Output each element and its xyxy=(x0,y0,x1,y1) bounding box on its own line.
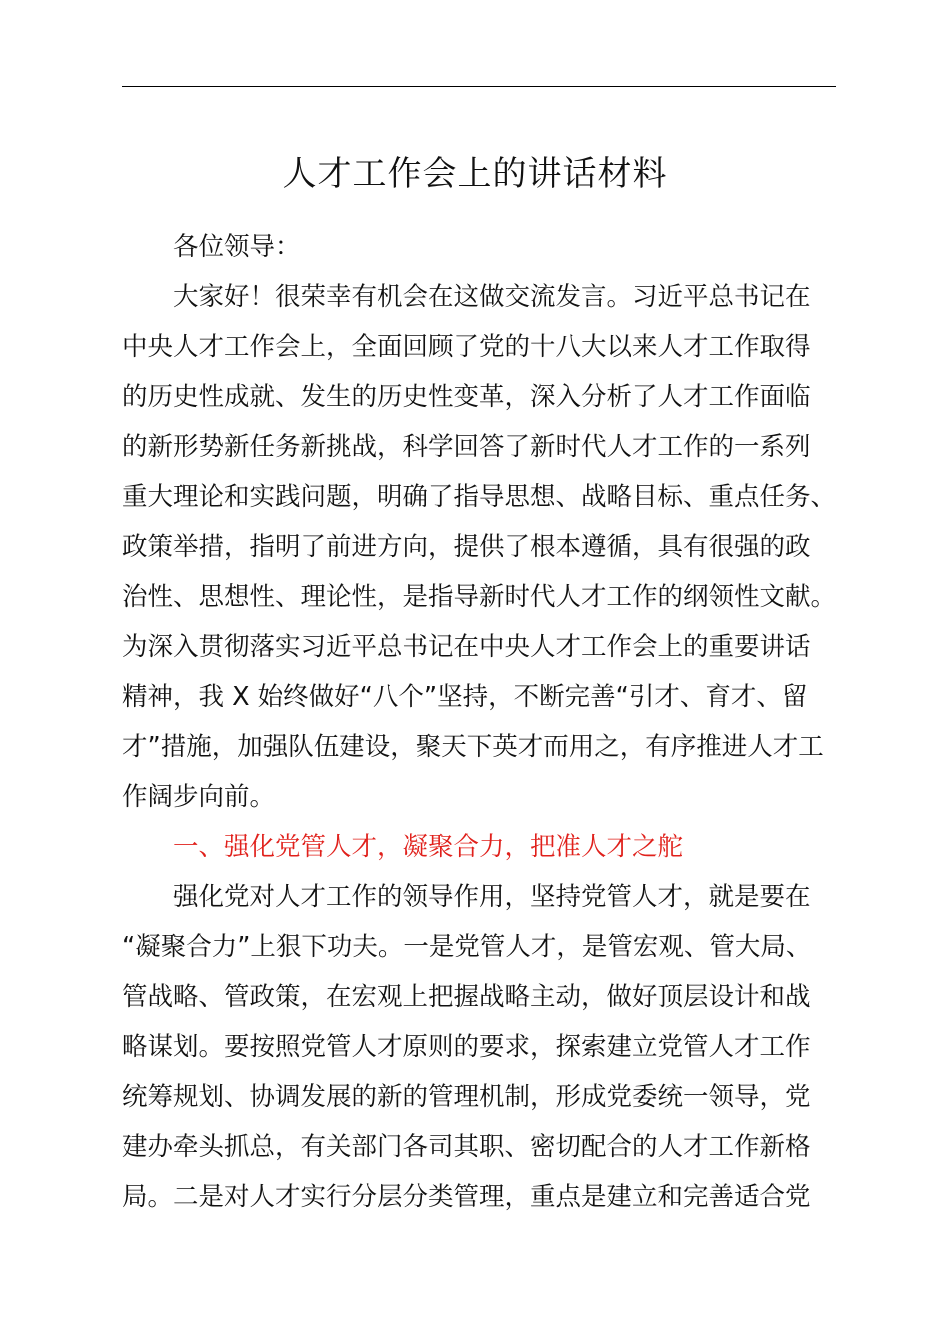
paragraph-line: 重大理论和实践问题，明确了指导思想、战略目标、重点任务、 xyxy=(122,482,837,512)
paragraph-line: 大家好！很荣幸有机会在这做交流发言。习近平总书记在 xyxy=(173,282,811,312)
paragraph-line: 管战略、管政策，在宏观上把握战略主动，做好顶层设计和战 xyxy=(122,982,811,1012)
paragraph-line: 治性、思想性、理论性，是指导新时代人才工作的纲领性文献。 xyxy=(122,582,837,612)
section-heading: 一、强化党管人才，凝聚合力，把准人才之舵 xyxy=(173,832,684,862)
paragraph-line: 的历史性成就、发生的历史性变革，深入分析了人才工作面临 xyxy=(122,382,811,412)
paragraph-line: 的新形势新任务新挑战，科学回答了新时代人才工作的一系列 xyxy=(122,432,811,462)
paragraph-line: 作阔步向前。 xyxy=(122,782,276,812)
document-title: 人才工作会上的讲话材料 xyxy=(282,154,668,194)
salutation: 各位领导： xyxy=(173,232,301,262)
paragraph-line: 为深入贯彻落实习近平总书记在中央人才工作会上的重要讲话 xyxy=(122,632,811,662)
paragraph-line: 建办牵头抓总，有关部门各司其职、密切配合的人才工作新格 xyxy=(122,1132,811,1162)
paragraph-line: 统筹规划、协调发展的新的管理机制，形成党委统一领导，党 xyxy=(122,1082,811,1112)
paragraph-line: “凝聚合力”上狠下功夫。一是党管人才，是管宏观、管大局、 xyxy=(122,932,812,962)
paragraph-line: 政策举措，指明了前进方向，提供了根本遵循，具有很强的政 xyxy=(122,532,811,562)
document-body xyxy=(122,222,842,1222)
paragraph-line: 局。二是对人才实行分层分类管理，重点是建立和完善适合党 xyxy=(122,1182,811,1212)
header-rule xyxy=(122,86,836,87)
paragraph-line: 强化党对人才工作的领导作用，坚持党管人才，就是要在 xyxy=(173,882,811,912)
paragraph-line: 中央人才工作会上，全面回顾了党的十八大以来人才工作取得 xyxy=(122,332,811,362)
paragraph-line: 才”措施，加强队伍建设，聚天下英才而用之，有序推进人才工 xyxy=(122,732,824,762)
paragraph-line: 精神，我 X 始终做好“八个”坚持，不断完善“引才、育才、留 xyxy=(122,682,808,712)
paragraph-line: 略谋划。要按照党管人才原则的要求，探索建立党管人才工作 xyxy=(122,1032,811,1062)
